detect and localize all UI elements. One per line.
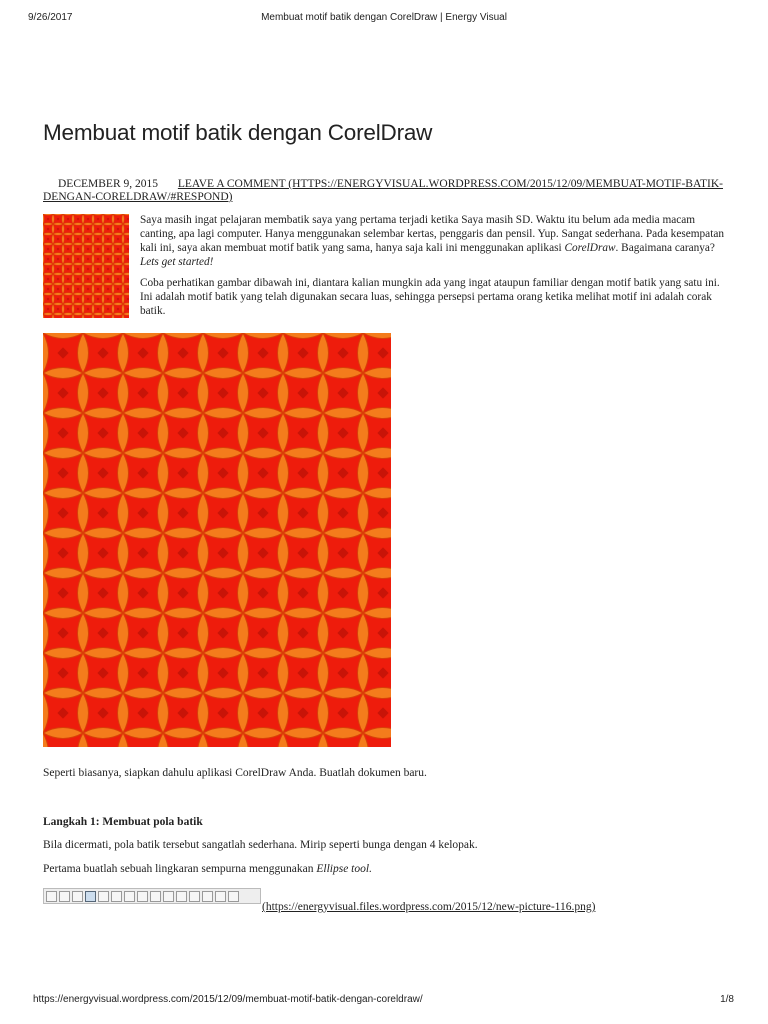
batik-thumbnail[interactable]	[43, 214, 129, 318]
table-tool-icon	[137, 891, 148, 902]
print-url: https://energyvisual.wordpress.com/2015/12/09/membuat-motif-batik-dengan-coreldraw/	[33, 994, 423, 1005]
image-link[interactable]: (https://energyvisual.files.wordpress.com/2015/12/new-picture-116.png)	[262, 901, 596, 913]
eyedropper-tool-icon	[189, 891, 200, 902]
fill-tool-icon	[215, 891, 226, 902]
connector-tool-icon	[163, 891, 174, 902]
post-date: DECEMBER 9, 2015	[58, 178, 158, 190]
intro-paragraph-1: Saya masih ingat pelajaran membatik saya yang pertama terjadi ketika Saya masih SD. Waktu itu belum ada media macam canting, apa lagi computer. Hanya menggunakan selembar kertas, penggaris dan pensil. Yup. Sangat sederhana. Pada kesempatan kali ini, saya akan membuat motif batik yang sama, hanya saja kali ini menggunakan aplikasi CorelDraw. Bagaimana caranya? Lets get started!	[140, 214, 725, 268]
freehand-tool-icon	[150, 891, 161, 902]
zoom-tool-icon	[111, 891, 122, 902]
step1-heading: Langkah 1: Membuat pola batik	[43, 816, 203, 828]
polygon-tool-icon	[98, 891, 109, 902]
outline-tool-icon	[202, 891, 213, 902]
post-meta	[43, 178, 723, 204]
leave-comment-link[interactable]: LEAVE A COMMENT (HTTPS://ENERGYVISUAL.WORDPRESS.COM/2015/12/09/MEMBUAT-MOTIF-BATIK-DENGAN-CORELDRAW/#RESPOND)	[43, 178, 723, 203]
step1-paragraph-1: Bila dicermati, pola batik tersebut sangatlah sederhana. Mirip seperti bunga dengan 4 kelopak.	[43, 839, 478, 851]
print-page-title: Membuat motif batik dengan CorelDraw | Energy Visual	[261, 12, 507, 23]
intro-text	[140, 213, 730, 325]
interactive-fill-tool-icon	[228, 891, 239, 902]
rectangle-tool-icon	[72, 891, 83, 902]
shape-tool-icon	[59, 891, 70, 902]
intro-paragraph-2: Coba perhatikan gambar dibawah ini, diantara kalian mungkin ada yang ingat ataupun familiar dengan motif batik yang satu ini. Ini adalah motif batik yang telah digunakan secara luas, sehingga persepsi pertama orang ketika melihat motif ini adalah corak batik.	[140, 277, 720, 317]
post-title: Membuat motif batik dengan CorelDraw	[43, 120, 433, 145]
print-date: 9/26/2017	[28, 12, 73, 23]
text-tool-icon	[124, 891, 135, 902]
prepare-paragraph: Seperti biasanya, siapkan dahulu aplikasi CorelDraw Anda. Buatlah dokumen baru.	[43, 767, 427, 779]
print-header	[0, 6, 768, 24]
pick-tool-icon	[46, 891, 57, 902]
coreldraw-toolbar-image[interactable]	[43, 888, 261, 904]
print-page-number: 1/8	[720, 994, 734, 1005]
step1-paragraph-2: Pertama buatlah sebuah lingkaran sempurna menggunakan Ellipse tool.	[43, 863, 372, 875]
ellipse-tool-icon	[85, 891, 96, 902]
blend-tool-icon	[176, 891, 187, 902]
batik-pattern-image	[43, 333, 391, 747]
